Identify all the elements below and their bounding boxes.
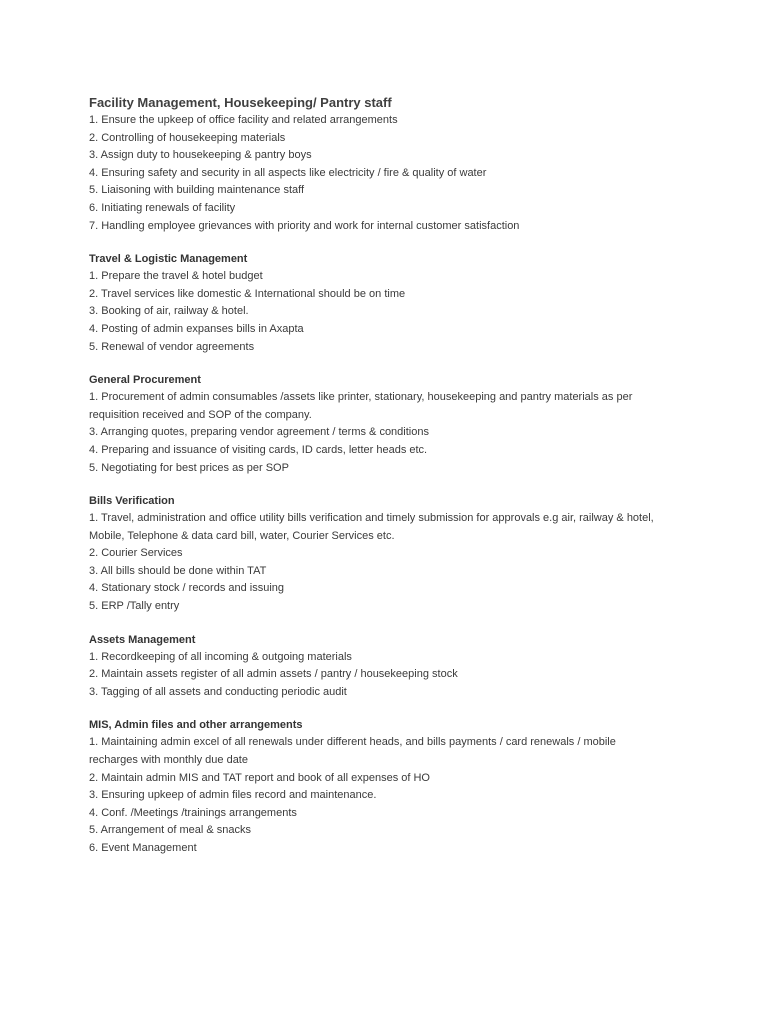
- list-item: 4. Preparing and issuance of visiting cards, ID cards, letter heads etc.: [89, 443, 428, 456]
- section-heading: Facility Management, Housekeeping/ Pantry staff: [89, 95, 392, 110]
- section-facility-management: [89, 94, 699, 235]
- list-item-continuation: recharges with monthly due date: [89, 754, 248, 767]
- list-item: 2. Maintain admin MIS and TAT report and book of all expenses of HO: [89, 771, 430, 784]
- list-item: 1. Procurement of admin consumables /assets like printer, stationary, housekeeping and pantry materials as per: [89, 391, 633, 404]
- list-item: 6. Event Management: [89, 842, 197, 854]
- list-item: 3. All bills should be done within TAT: [89, 564, 267, 577]
- list-item: 2. Maintain assets register of all admin assets / pantry / housekeeping stock: [89, 668, 458, 681]
- list-item: 5. Renewal of vendor agreements: [89, 340, 255, 353]
- list-item: 5. Negotiating for best prices as per SOP: [89, 461, 289, 474]
- list-item: 4. Ensuring safety and security in all aspects like electricity / fire & quality of water: [89, 166, 487, 179]
- list-item: 2. Controlling of housekeeping materials: [89, 131, 286, 144]
- list-item: 1. Recordkeeping of all incoming & outgoing materials: [89, 650, 352, 663]
- section-heading: MIS, Admin files and other arrangements: [89, 719, 303, 732]
- section-heading: General Procurement: [89, 374, 201, 387]
- section-assets-management: [89, 632, 699, 702]
- list-item: 2. Courier Services: [89, 547, 183, 560]
- section-general-procurement: [89, 372, 699, 477]
- list-item: 3. Ensuring upkeep of admin files record and maintenance.: [89, 789, 377, 802]
- list-item: 5. ERP /Tally entry: [89, 600, 180, 613]
- list-item: 1. Prepare the travel & hotel budget: [89, 270, 263, 283]
- list-item: 4. Conf. /Meetings /trainings arrangements: [89, 806, 297, 819]
- list-item-continuation: requisition received and SOP of the company.: [89, 408, 312, 421]
- list-item: 7. Handling employee grievances with priority and work for internal customer satisfaction: [89, 219, 520, 232]
- list-item: 1. Travel, administration and office utility bills verification and timely submission for approvals e.g air, railway & hotel,: [89, 512, 654, 525]
- list-item: 3. Tagging of all assets and conducting periodic audit: [89, 685, 347, 698]
- section-heading: Bills Verification: [89, 495, 175, 508]
- list-item: 6. Initiating renewals of facility: [89, 201, 236, 214]
- document-page: [89, 94, 699, 874]
- list-item: 1. Ensure the upkeep of office facility and related arrangements: [89, 114, 398, 126]
- section-heading: Assets Management: [89, 633, 196, 646]
- list-item: 5. Arrangement of meal & snacks: [89, 824, 252, 837]
- section-heading: Travel & Logistic Management: [89, 253, 248, 266]
- section-travel-logistic: [89, 251, 699, 356]
- list-item: 3. Booking of air, railway & hotel.: [89, 305, 249, 318]
- list-item: 1. Maintaining admin excel of all renewals under different heads, and bills payments / card renewals / mobile: [89, 736, 616, 749]
- list-item-continuation: Mobile, Telephone & data card bill, water, Courier Services etc.: [89, 529, 395, 542]
- list-item: 4. Stationary stock / records and issuing: [89, 582, 285, 595]
- list-item: 4. Posting of admin expanses bills in Axapta: [89, 322, 304, 335]
- list-item: 3. Arranging quotes, preparing vendor agreement / terms & conditions: [89, 426, 429, 439]
- section-bills-verification: [89, 493, 699, 616]
- list-item: 3. Assign duty to housekeeping & pantry boys: [89, 149, 312, 162]
- section-mis-admin-files: [89, 717, 699, 857]
- list-item: 2. Travel services like domestic & International should be on time: [89, 287, 406, 300]
- list-item: 5. Liaisoning with building maintenance staff: [89, 184, 305, 197]
